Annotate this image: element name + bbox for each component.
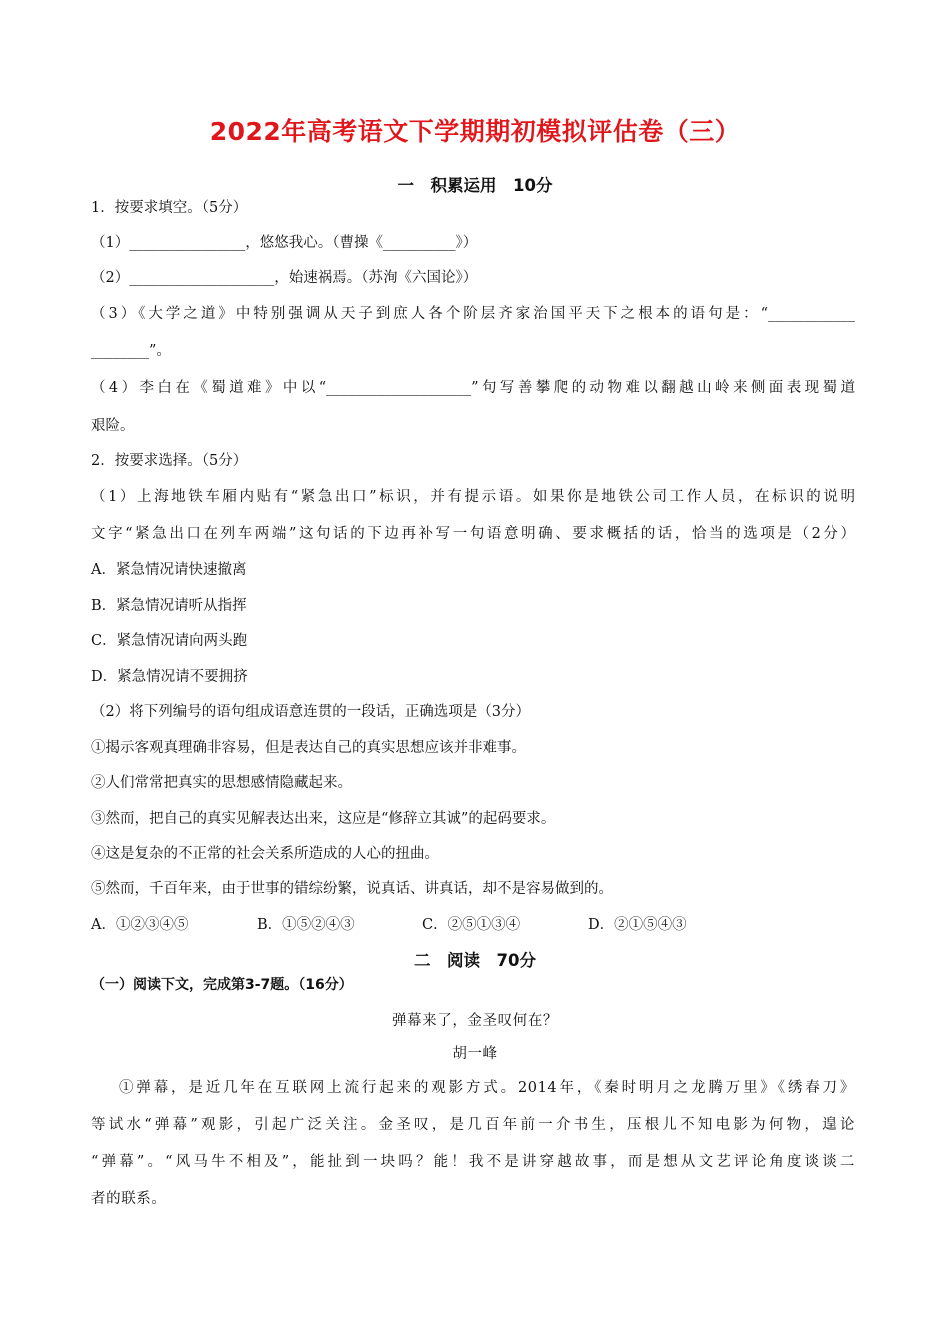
sentence-4: ④这是复杂的不正常的社会关系所造成的人心的扭曲。	[91, 846, 439, 862]
question-1-item-1: （1）________________，悠悠我心。（曹操《__________》）	[91, 235, 478, 251]
sentence-2: ②人们常常把真实的思想感情隐藏起来。	[91, 775, 352, 791]
question-1-item-4-cont: 艰险。	[91, 418, 135, 434]
essay-author: 胡一峰	[452, 1046, 498, 1062]
option-d: D．紧急情况请不要拥挤	[91, 669, 248, 685]
essay-paragraph-1-line-4: 者的联系。	[91, 1191, 167, 1207]
sentence-5: ⑤然而，千百年来，由于世事的错综纷繁，说真话、讲真话，却不是容易做到的。	[91, 881, 613, 897]
option-b: B．紧急情况请听从指挥	[91, 598, 247, 614]
answer-option-c: C．②⑤①③④	[422, 917, 521, 933]
question-1-item-3: （3）《大学之道》中特别强调从天子到庶人各个阶层齐家治国平天下之根本的语句是：“____________	[91, 306, 855, 322]
question-2-stem: 2．按要求选择。（5分）	[91, 453, 248, 469]
sentence-1: ①揭示客观真理确非容易，但是表达自己的真实思想应该并非难事。	[91, 740, 526, 756]
reading-instruction: （一）阅读下文，完成第3-7题。（16分）	[91, 977, 353, 993]
section-heading-accumulation: 一 积累运用 10分	[397, 176, 553, 195]
question-1-item-2: （2）____________________，始速祸焉。（苏洵《六国论》）	[91, 270, 478, 286]
option-a: A．紧急情况请快速撤离	[91, 562, 247, 578]
essay-title: 弹幕来了，金圣叹何在？	[391, 1013, 559, 1029]
question-1-stem: 1．按要求填空。（5分）	[91, 200, 248, 216]
answer-option-b: B．①⑤②④③	[257, 917, 355, 933]
essay-paragraph-1-line-3: “弹幕”。“风马牛不相及”，能扯到一块吗？能！我不是讲穿越故事，而是想从文艺评论角度谈谈二	[91, 1154, 855, 1170]
question-2-part-1-cont: 文字“紧急出口在列车两端”这句话的下边再补写一句语意明确、要求概括的话，恰当的选项是（2分）	[91, 526, 855, 542]
option-c: C．紧急情况请向两头跑	[91, 633, 248, 649]
answer-option-d: D．②①⑤④③	[588, 917, 687, 933]
question-2-part-2: （2）将下列编号的语句组成语意连贯的一段话，正确选项是（3分）	[91, 704, 530, 720]
exam-title: 2022年高考语文下学期期初模拟评估卷（三）	[209, 117, 741, 146]
essay-paragraph-1-line-2: 等试水“弹幕”观影，引起广泛关注。金圣叹，是几百年前一介书生，压根儿不知电影为何物，遑论	[91, 1117, 855, 1133]
question-2-part-1: （1）上海地铁车厢内贴有“紧急出口”标识，并有提示语。如果你是地铁公司工作人员，在标识的说明	[91, 489, 855, 505]
question-1-item-4: （4）李白在《蜀道难》中以“____________________”句写善攀爬的动物难以翻越山岭来侧面表现蜀道	[91, 380, 855, 396]
question-1-item-3-cont: ________”。	[91, 343, 171, 359]
answer-option-a: A．①②③④⑤	[91, 917, 189, 933]
section-heading-reading: 二 阅读 70分	[414, 951, 536, 970]
essay-paragraph-1-line-1: ①弹幕，是近几年在互联网上流行起来的观影方式。2014年，《秦时明月之龙腾万里》《绣春刀》	[119, 1080, 855, 1096]
sentence-3: ③然而，把自己的真实见解表达出来，这应是“修辞立其诚”的起码要求。	[91, 811, 556, 827]
